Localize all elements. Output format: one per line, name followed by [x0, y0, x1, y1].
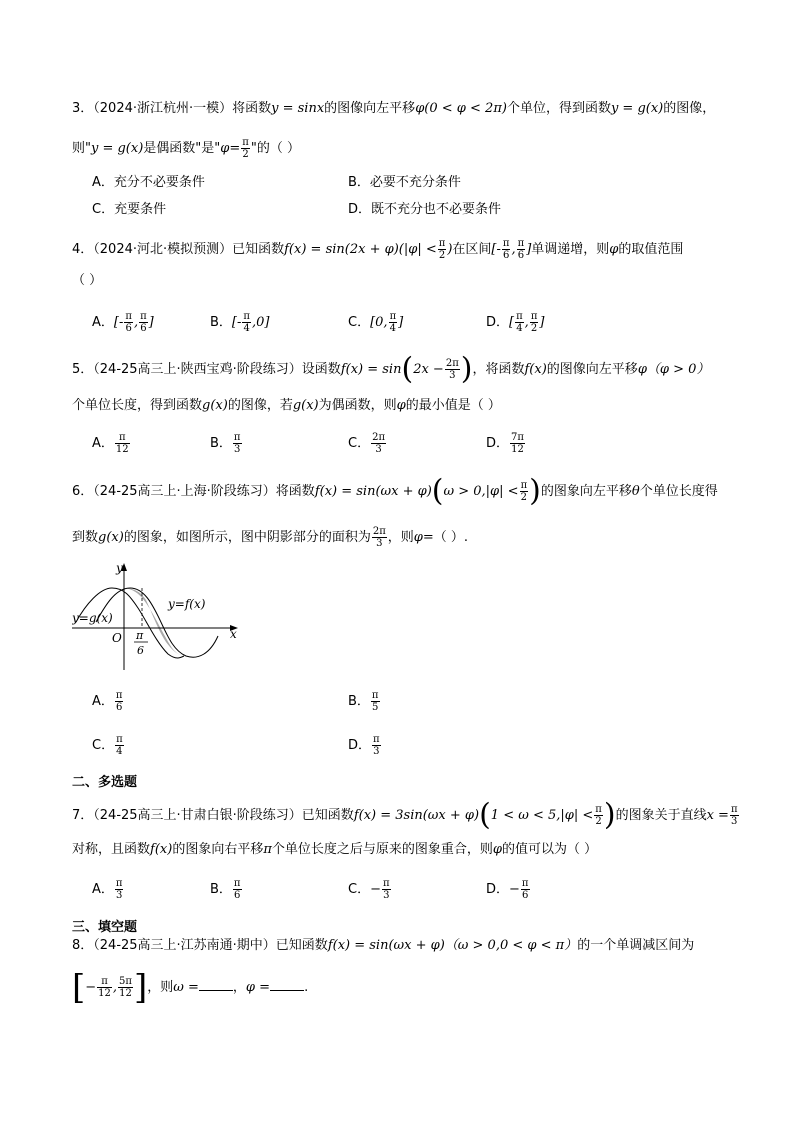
option-label: C． — [348, 436, 371, 451]
option-fraction — [242, 311, 251, 334]
frac-den: 2 — [530, 323, 538, 334]
option-fraction — [372, 734, 381, 757]
option-sign: − — [509, 882, 520, 897]
frac-num: π — [97, 976, 112, 988]
q4-math: ) — [447, 242, 453, 257]
q6-text: 的图象向左平移 — [540, 484, 632, 499]
g-curve-label: y=g(x) — [72, 611, 113, 625]
q7-fraction — [594, 804, 603, 827]
frac-den: 2 — [520, 492, 528, 503]
q6-option-b[interactable] — [348, 690, 381, 713]
q5-math: 2x − — [413, 362, 444, 377]
option-label: D． — [486, 436, 510, 451]
q6-option-c[interactable] — [92, 734, 125, 757]
option-fraction — [115, 734, 124, 757]
q8-text: ，则 — [147, 980, 174, 995]
frac-den: 6 — [234, 890, 241, 901]
q7-fraction — [730, 804, 739, 827]
left-paren: ( — [431, 473, 444, 509]
q3-text: 3．（2024·浙江杭州·一模）将函数 — [72, 101, 272, 116]
frac-den: 6 — [125, 323, 132, 334]
frac-num: π — [116, 734, 123, 745]
frac-num: π — [438, 238, 446, 249]
q8-math: φ = — [245, 980, 271, 995]
q4-text: 在区间 — [452, 242, 492, 257]
x-axis-label: x — [230, 627, 237, 641]
frac-den: 4 — [516, 323, 523, 334]
frac-den: 12 — [511, 444, 524, 455]
option-fraction — [521, 878, 530, 901]
frac-den: 2 — [242, 149, 249, 160]
option-label: A． — [92, 694, 114, 709]
q8-fraction — [97, 976, 112, 999]
q4-math: [ — [509, 315, 515, 330]
q6-text: ，则 — [387, 530, 414, 545]
option-label: C． — [348, 315, 371, 330]
f-curve-label: y=f(x) — [168, 597, 206, 611]
q7-line1 — [72, 797, 740, 833]
q7-math: f(x) — [150, 842, 173, 857]
option-label: A． — [92, 436, 114, 451]
q5-math: φ — [396, 398, 406, 413]
option-fraction — [371, 690, 380, 713]
q4-text: 的取值范围 — [618, 242, 684, 257]
q4-math: ] — [526, 242, 532, 257]
q6-math: g(x) — [98, 530, 124, 545]
q5-text: 为偶函数，则 — [318, 398, 397, 413]
q4-line1 — [72, 238, 683, 261]
option-fraction — [115, 432, 130, 455]
option-fraction — [233, 878, 242, 901]
frac-den: 12 — [119, 988, 132, 999]
q5-option-c[interactable] — [348, 432, 387, 455]
q8-text: . — [304, 980, 309, 995]
option-label: C． — [92, 738, 115, 753]
right-paren: ) — [529, 473, 541, 509]
option-label: A． — [92, 315, 114, 330]
option-fraction — [510, 432, 525, 455]
q4-fraction — [502, 238, 511, 261]
left-bracket: [ — [72, 967, 86, 1008]
q4-option-c[interactable] — [348, 311, 403, 334]
q8-line1 — [72, 937, 694, 955]
q6-math: ω > 0,|φ| < — [443, 484, 519, 499]
frac-num: π — [502, 238, 510, 249]
q5-text: 个单位长度，得到函数 — [72, 398, 203, 413]
frac-den: 3 — [373, 746, 380, 757]
frac-den: 3 — [376, 538, 383, 549]
option-label: B． — [210, 882, 232, 897]
q5-math: g(x) — [202, 398, 228, 413]
q4-fraction — [438, 238, 447, 261]
q4-math: φ — [609, 242, 619, 257]
q7-math: x = — [706, 808, 729, 823]
frac-num: π — [115, 432, 130, 444]
q7-option-b[interactable] — [210, 878, 243, 901]
q7-text: 个单位长度之后与原来的图象重合，则 — [271, 842, 493, 857]
q8-fraction — [118, 976, 133, 999]
q5-line2 — [72, 397, 501, 415]
q6-text: 个单位长度得 — [639, 484, 718, 499]
q3-math: φ= — [220, 141, 241, 156]
q4-option-a[interactable] — [92, 311, 154, 334]
frac-den: 4 — [116, 746, 123, 757]
q5-math: φ（φ > 0） — [637, 362, 710, 377]
q5-option-d[interactable] — [486, 432, 526, 455]
frac-num: π — [233, 432, 241, 443]
phi-answer-blank[interactable] — [270, 978, 304, 991]
q4-math: [- — [113, 315, 124, 330]
option-label: B． — [210, 436, 232, 451]
option-fraction — [515, 311, 524, 334]
frac-den: 3 — [375, 444, 382, 455]
q6-graph — [72, 558, 244, 676]
q7-math: f(x) = 3sin(ωx + φ) — [353, 808, 480, 823]
q3-math: y = g(x) — [610, 101, 664, 116]
q5-text: 的最小值是（ ） — [405, 398, 501, 413]
option-label: C． — [348, 882, 371, 897]
q4-math: ,0] — [251, 315, 270, 330]
q5-option-a[interactable] — [92, 432, 131, 455]
q4-math: ] — [148, 315, 154, 330]
q3-text: "的（ ） — [250, 141, 300, 156]
option-fraction — [124, 311, 133, 334]
q3-option-a[interactable]: A．充分不必要条件 — [92, 175, 205, 190]
frac-den: 6 — [522, 890, 529, 901]
q3-text: 则" — [72, 141, 91, 156]
q7-math: φ — [492, 842, 502, 857]
q7-option-d[interactable] — [486, 878, 531, 901]
q3-option-c[interactable]: C．充要条件 — [92, 202, 167, 217]
q7-option-c[interactable] — [348, 878, 392, 901]
q5-math: g(x) — [292, 398, 319, 413]
frac-num: π — [115, 690, 123, 701]
q8-line2 — [72, 967, 309, 1008]
option-label: A． — [92, 882, 114, 897]
q5-math: f(x) = sin — [340, 362, 402, 377]
q3-text: 的图像向左平移 — [324, 101, 416, 116]
q7-text: 的图象关于直线 — [615, 808, 707, 823]
q6-math: θ — [631, 484, 640, 499]
q7-text: 7．（24-25高三上·甘肃白银·阶段练习）已知函数 — [72, 808, 354, 823]
frac-den: 6 — [140, 323, 147, 334]
frac-num: π — [521, 878, 529, 889]
q6-line2 — [72, 526, 468, 549]
q8-math: , — [112, 980, 118, 995]
q4-math: [0, — [370, 315, 388, 330]
q5-text: ，将函数 — [472, 362, 525, 377]
frac-den: 4 — [389, 323, 397, 334]
q4-text: 单调递增，则 — [531, 242, 610, 257]
tick-numerator: π — [136, 629, 144, 642]
q4-math: ] — [398, 315, 404, 330]
right-paren: ) — [603, 797, 616, 833]
frac-num: π — [373, 734, 380, 745]
frac-num: π — [389, 311, 397, 322]
option-fraction — [389, 311, 398, 334]
q5-math: f(x) — [524, 362, 547, 377]
q8-text: 的一个单调减区间为 — [577, 938, 695, 953]
option-label: D． — [348, 738, 372, 753]
q7-text: 的图象向右平移 — [172, 842, 264, 857]
frac-den: 5 — [372, 702, 379, 713]
q3-text: 个单位，得到函数 — [506, 101, 611, 116]
q3-option-d[interactable]: D．既不充分也不必要条件 — [348, 202, 502, 217]
option-fraction — [530, 311, 539, 334]
q6-line1 — [72, 473, 718, 509]
q7-text: 对称，且函数 — [72, 842, 151, 857]
right-paren: ) — [460, 351, 473, 387]
option-fraction — [233, 432, 242, 455]
q4-math: [- — [491, 242, 501, 257]
q6-text: 的图象，如图所示，图中阴影部分的面积为 — [123, 530, 371, 545]
frac-num: 2π — [372, 432, 386, 443]
q7-line2 — [72, 841, 597, 859]
section-heading-fill-in: 三、填空题 — [72, 920, 138, 935]
frac-num: π — [242, 137, 249, 148]
q6-option-d[interactable] — [348, 734, 382, 757]
frac-den: 6 — [517, 250, 525, 261]
frac-num: π — [517, 238, 525, 249]
frac-den: 12 — [98, 988, 111, 999]
q5-line1 — [72, 351, 710, 387]
option-label: D． — [486, 882, 510, 897]
q3-line2 — [72, 137, 300, 160]
frac-num: π — [371, 690, 379, 701]
q5-text: 的图像向左平移 — [546, 362, 638, 377]
frac-num: π — [125, 311, 132, 322]
right-bracket: ] — [133, 967, 148, 1008]
frac-num: π — [595, 804, 602, 815]
q4-math: f(x) = sin(2x + φ)(|φ| < — [284, 242, 437, 257]
frac-den: 3 — [731, 816, 738, 827]
frac-den: 4 — [243, 323, 250, 334]
tick-denominator: 6 — [137, 644, 144, 657]
frac-num: 5π — [119, 976, 132, 987]
frac-den: 6 — [116, 702, 123, 713]
q3-line1 — [72, 100, 715, 118]
q5-fraction — [445, 358, 460, 381]
q8-math: ω = — [173, 980, 199, 995]
q8-math: f(x) = sin(ωx + φ)（ω > 0,0 < φ < π） — [327, 938, 578, 953]
q8-text: ， — [232, 980, 246, 995]
q7-math: π — [263, 842, 272, 857]
q3-text: 是偶函数"是" — [143, 141, 221, 156]
q4-option-b[interactable] — [210, 311, 269, 334]
q6-text: 到数 — [72, 530, 99, 545]
q4-math: , — [133, 315, 139, 330]
frac-num: π — [243, 311, 250, 322]
q5-text: 5．（24-25高三上·陕西宝鸡·阶段练习）设函数 — [72, 362, 341, 377]
frac-num: π — [530, 311, 538, 322]
frac-num: π — [233, 878, 241, 889]
frac-den: 2 — [438, 250, 446, 261]
q6-text: （ ）. — [433, 530, 469, 545]
q3-math: y = g(x) — [90, 141, 144, 156]
origin-label: O — [112, 631, 122, 645]
option-fraction — [382, 878, 391, 901]
q4-math: , — [524, 315, 529, 330]
q8-math: − — [85, 980, 97, 995]
q3-option-b[interactable]: B．必要不充分条件 — [348, 175, 461, 190]
option-label: D． — [486, 315, 510, 330]
q7-math: 1 < ω < 5,|φ| < — [490, 808, 594, 823]
q5-option-b[interactable] — [210, 432, 243, 455]
frac-den: 3 — [234, 444, 241, 455]
frac-den: 6 — [502, 250, 510, 261]
q7-text: 的值可以为（ ） — [502, 842, 598, 857]
frac-num: π — [115, 878, 123, 889]
q5-text: 的图像，若 — [227, 398, 293, 413]
frac-den: 2 — [595, 816, 602, 827]
option-label: B． — [348, 694, 370, 709]
section-heading-multiple-choice: 二、多选题 — [72, 775, 138, 790]
q6-option-a[interactable] — [92, 690, 124, 713]
q3-math: y = sinx — [271, 101, 325, 116]
option-fraction — [115, 878, 124, 901]
option-fraction — [139, 311, 148, 334]
frac-num: π — [140, 311, 147, 322]
frac-den: 3 — [383, 890, 390, 901]
q4-text: 4．（2024·河北·模拟预测）已知函数 — [72, 242, 285, 257]
q3-fraction — [241, 137, 250, 160]
frac-num: π — [520, 480, 528, 491]
frac-num: 2π — [372, 526, 386, 537]
frac-den: 3 — [449, 370, 456, 381]
frac-num: π — [382, 878, 390, 889]
option-fraction — [371, 432, 386, 455]
q6-math: φ= — [413, 530, 434, 545]
q8-text: 8．（24-25高三上·江苏南通·期中）已知函数 — [72, 938, 328, 953]
frac-den: 3 — [116, 890, 123, 901]
q7-option-a[interactable] — [92, 878, 124, 901]
frac-num: π — [516, 311, 523, 322]
q4-math: [- — [231, 315, 242, 330]
y-axis-label: y — [116, 561, 123, 575]
omega-answer-blank[interactable] — [199, 978, 233, 991]
q3-text: 的图像， — [663, 101, 716, 116]
frac-num: π — [730, 804, 738, 815]
q6-fraction — [372, 526, 387, 549]
q4-line2: （ ） — [72, 273, 103, 288]
q4-math: ] — [539, 315, 545, 330]
frac-num: 2π — [445, 358, 459, 369]
option-label: B． — [210, 315, 232, 330]
option-fraction — [115, 690, 124, 713]
left-paren: ( — [479, 797, 491, 833]
q4-option-d[interactable] — [486, 311, 544, 334]
option-sign: − — [370, 882, 381, 897]
q6-fraction — [520, 480, 529, 503]
q4-math: , — [511, 242, 516, 257]
q4-fraction — [517, 238, 526, 261]
left-paren: ( — [401, 351, 414, 387]
frac-num: 7π — [511, 432, 524, 443]
q6-text: 6．（24-25高三上·上海·阶段练习）将函数 — [72, 484, 315, 499]
frac-den: 12 — [115, 444, 129, 455]
q6-math: f(x) = sin(ωx + φ) — [314, 484, 432, 499]
q3-math: φ(0 < φ < 2π) — [415, 101, 507, 116]
